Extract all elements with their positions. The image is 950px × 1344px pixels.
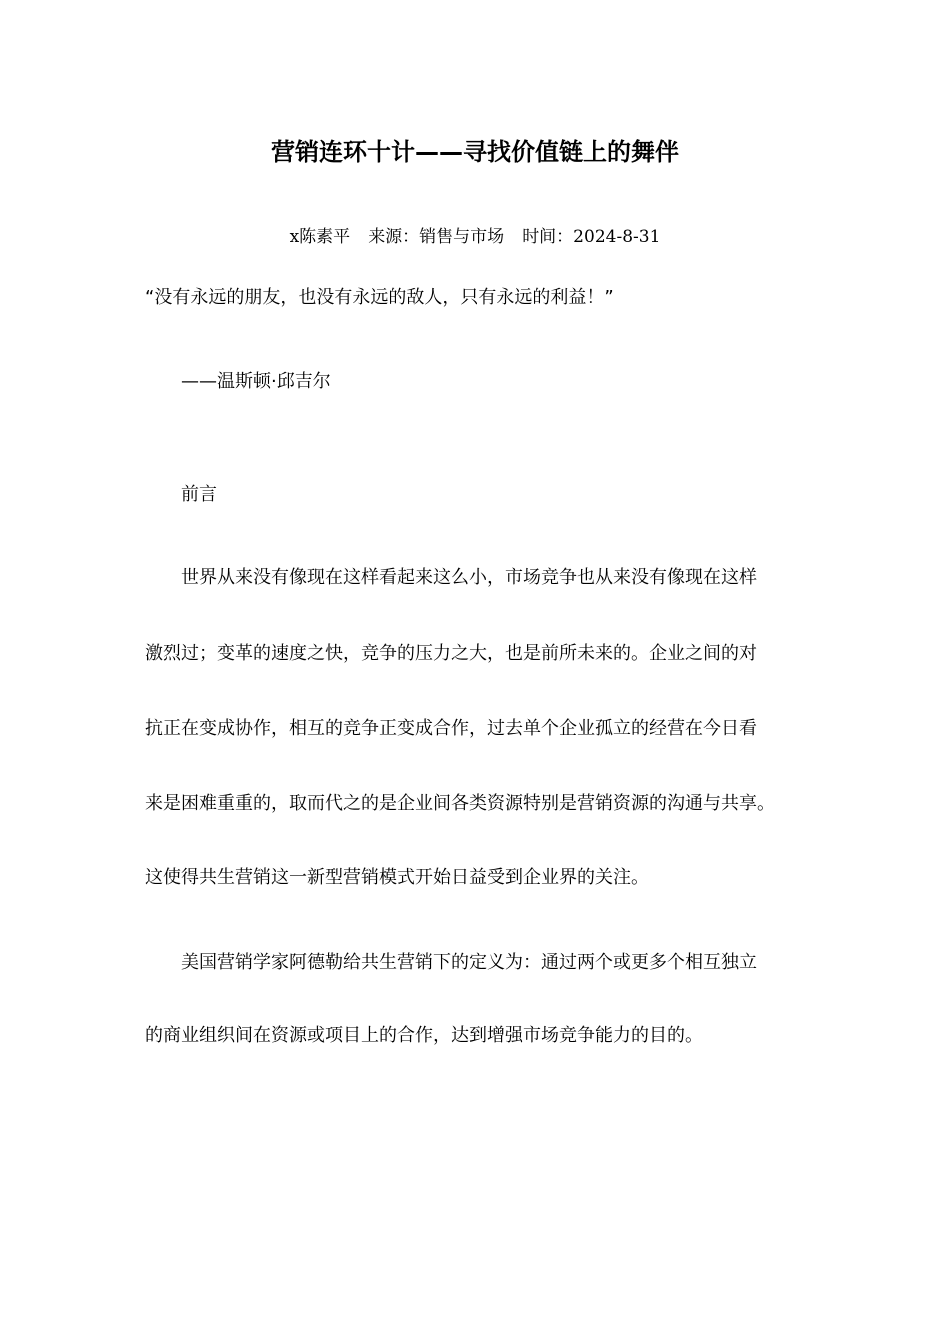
paragraph-line: 这使得共生营销这一新型营销模式开始日益受到企业界的关注。 (145, 867, 649, 888)
paragraph-line: 来是困难重重的，取而代之的是企业间各类资源特别是营销资源的沟通与共享。 (145, 793, 775, 814)
article-title: 营销连环十计——寻找价值链上的舞伴 (271, 138, 679, 166)
paragraph-line: 抗正在变成协作，相互的竞争正变成合作，过去单个企业孤立的经营在今日看 (145, 718, 757, 739)
time-label: 时间：2024-8-31 (522, 227, 661, 247)
paragraph-line: 的商业组织间在资源或项目上的合作，达到增强市场竞争能力的目的。 (145, 1025, 703, 1046)
paragraph-line: 世界从来没有像现在这样看起来这么小，市场竞争也从来没有像现在这样 (181, 567, 757, 588)
paragraph-line: 激烈过；变革的速度之快，竞争的压力之大，也是前所未来的。企业之间的对 (145, 643, 757, 664)
source-label: 来源：销售与市场 (368, 227, 505, 247)
epigraph-author: ——温斯顿·邱吉尔 (181, 371, 331, 392)
author-label: x陈素平 (289, 227, 351, 247)
section-heading: 前言 (181, 484, 217, 505)
paragraph-line: 美国营销学家阿德勒给共生营销下的定义为：通过两个或更多个相互独立 (181, 952, 757, 973)
epigraph-quote: “没有永远的朋友，也没有永远的敌人，只有永远的利益！” (145, 287, 614, 308)
article-meta (0, 223, 950, 251)
